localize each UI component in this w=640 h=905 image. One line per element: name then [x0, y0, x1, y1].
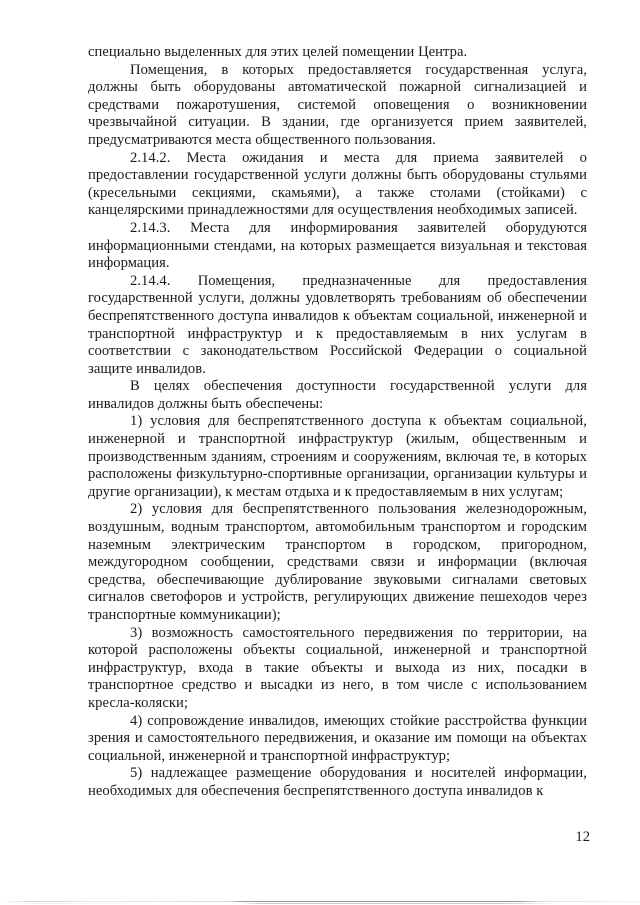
paragraph-2-14-4: 2.14.4. Помещения, предназначенные для предоставления государственной услуги, должны удовлетворять требованиям об обеспечении беспрепятственного доступа инвалидов к объектам социальной, инженерной и транспортной инфраструктур и к предоставляемым в них услугам в соответствии с законодательством Российской Федерации о социальной защите инвалидов.	[88, 272, 587, 377]
document-body	[88, 44, 587, 801]
scan-edge-artifact	[0, 896, 640, 905]
page-number: 12	[575, 829, 590, 845]
scan-line-primary	[0, 901, 640, 902]
list-item-5: 5) надлежащее размещение оборудования и носителей информации, необходимых для обеспечения беспрепятственного доступа инвалидов к	[88, 765, 587, 799]
list-item-1: 1) условия для беспрепятственного доступа к объектам социальной, инженерной и транспортной инфраструктур (жилым, общественным и производственным зданиям, строениям и сооружениям, включая те, в которых расположены физкультурно-спортивные организации, организации культуры и другие организации), к местам отдыха и к предоставляемым в них услугам;	[88, 413, 587, 500]
paragraph-fire-safety: Помещения, в которых предоставляется государственная услуга, должны быть оборудованы автоматической пожарной сигнализацией и средствами пожаротушения, системой оповещения о возникновении чрезвычайной ситуации. В здании, где организуется прием заявителей, предусматриваются места общественного пользования.	[88, 61, 587, 148]
list-item-3: 3) возможность самостоятельного передвижения по территории, на которой расположены объекты социальной, инженерной и транспортной инфраструктур, входа в такие объекты и выхода из них, посадки в транспортное средство и высадки из него, в том числе с использованием кресла-коляски;	[88, 624, 587, 711]
paragraph-accessibility-intro: В целях обеспечения доступности государственной услуги для инвалидов должны быть обеспечены:	[88, 378, 587, 412]
paragraph-continuation: специально выделенных для этих целей помещении Центра.	[88, 44, 468, 60]
paragraph-2-14-3: 2.14.3. Места для информирования заявителей оборудуются информационными стендами, на которых размещается визуальная и текстовая информация.	[88, 219, 587, 272]
list-item-2: 2) условия для беспрепятственного пользования железнодорожным, воздушным, водным транспортом, автомобильным транспортом и городским наземным электрическим транспортом в городском, пригородном, междугородном сообщении, средствами связи и информации (включая средства, обеспечивающие дублирование звуковыми сигналами световых сигналов светофоров и устройств, регулирующих движение пешеходов через транспортные коммуникации);	[88, 501, 587, 623]
paragraph-2-14-2: 2.14.2. Места ожидания и места для приема заявителей о предоставлении государственной услуги должны быть оборудованы стульями (кресельными секциями, скамьями), а также столами (стойками) с канцелярскими принадлежностями для осуществления необходимых записей.	[88, 149, 587, 219]
scan-line-secondary	[0, 903, 640, 904]
list-item-4: 4) сопровождение инвалидов, имеющих стойкие расстройства функции зрения и самостоятельного передвижения, и оказание им помощи на объектах социальной, инженерной и транспортной инфраструктур;	[88, 712, 587, 764]
